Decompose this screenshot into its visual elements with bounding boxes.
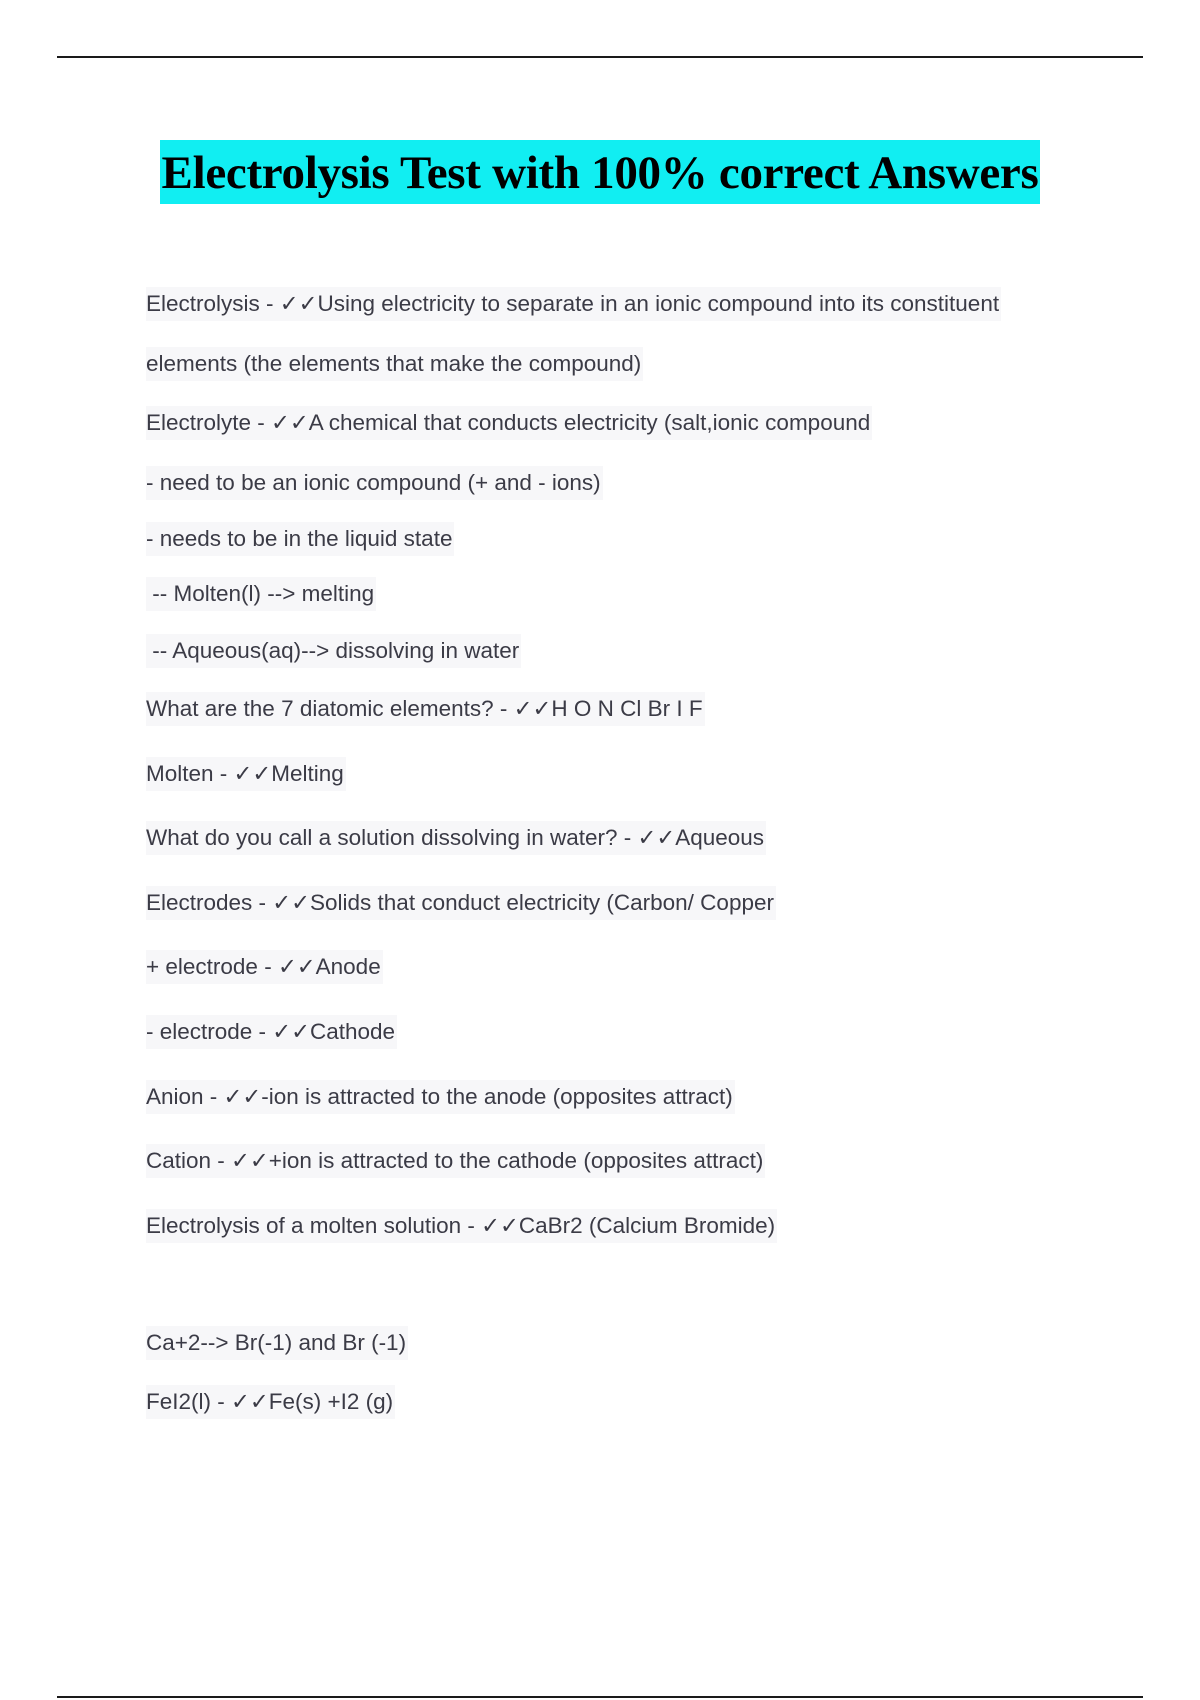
- qa-line: - needs to be in the liquid state: [146, 522, 454, 556]
- qa-line: Electrolysis of a molten solution - ✓✓CaBr2 (Calcium Bromide): [146, 1209, 777, 1243]
- qa-line: Electrolyte - ✓✓A chemical that conducts electricity (salt,ionic compound: [146, 406, 872, 440]
- qa-line: -- Molten(l) --> melting: [146, 577, 376, 611]
- qa-line: Cation - ✓✓+ion is attracted to the cathode (opposites attract): [146, 1144, 765, 1178]
- qa-line: Electrodes - ✓✓Solids that conduct electricity (Carbon/ Copper: [146, 886, 776, 920]
- qa-line: What are the 7 diatomic elements? - ✓✓H O N Cl Br I F: [146, 692, 705, 726]
- qa-line: Molten - ✓✓Melting: [146, 757, 346, 791]
- footer-rule: [57, 1696, 1143, 1698]
- qa-line: Anion - ✓✓-ion is attracted to the anode (opposites attract): [146, 1080, 735, 1114]
- qa-line: FeI2(l) - ✓✓Fe(s) +I2 (g): [146, 1385, 395, 1419]
- qa-line: What do you call a solution dissolving in water? - ✓✓Aqueous: [146, 821, 766, 855]
- qa-line: elements (the elements that make the compound): [146, 347, 643, 381]
- qa-line: -- Aqueous(aq)--> dissolving in water: [146, 634, 521, 668]
- qa-line: Ca+2--> Br(-1) and Br (-1): [146, 1326, 408, 1360]
- qa-line: - need to be an ionic compound (+ and - ions): [146, 466, 603, 500]
- qa-line: Electrolysis - ✓✓Using electricity to separate in an ionic compound into its constituent: [146, 287, 1001, 321]
- header-rule: [57, 56, 1143, 58]
- title-container: [0, 140, 1200, 204]
- qa-line: - electrode - ✓✓Cathode: [146, 1015, 397, 1049]
- qa-line: + electrode - ✓✓Anode: [146, 950, 383, 984]
- document-title: Electrolysis Test with 100% correct Answers: [160, 140, 1041, 204]
